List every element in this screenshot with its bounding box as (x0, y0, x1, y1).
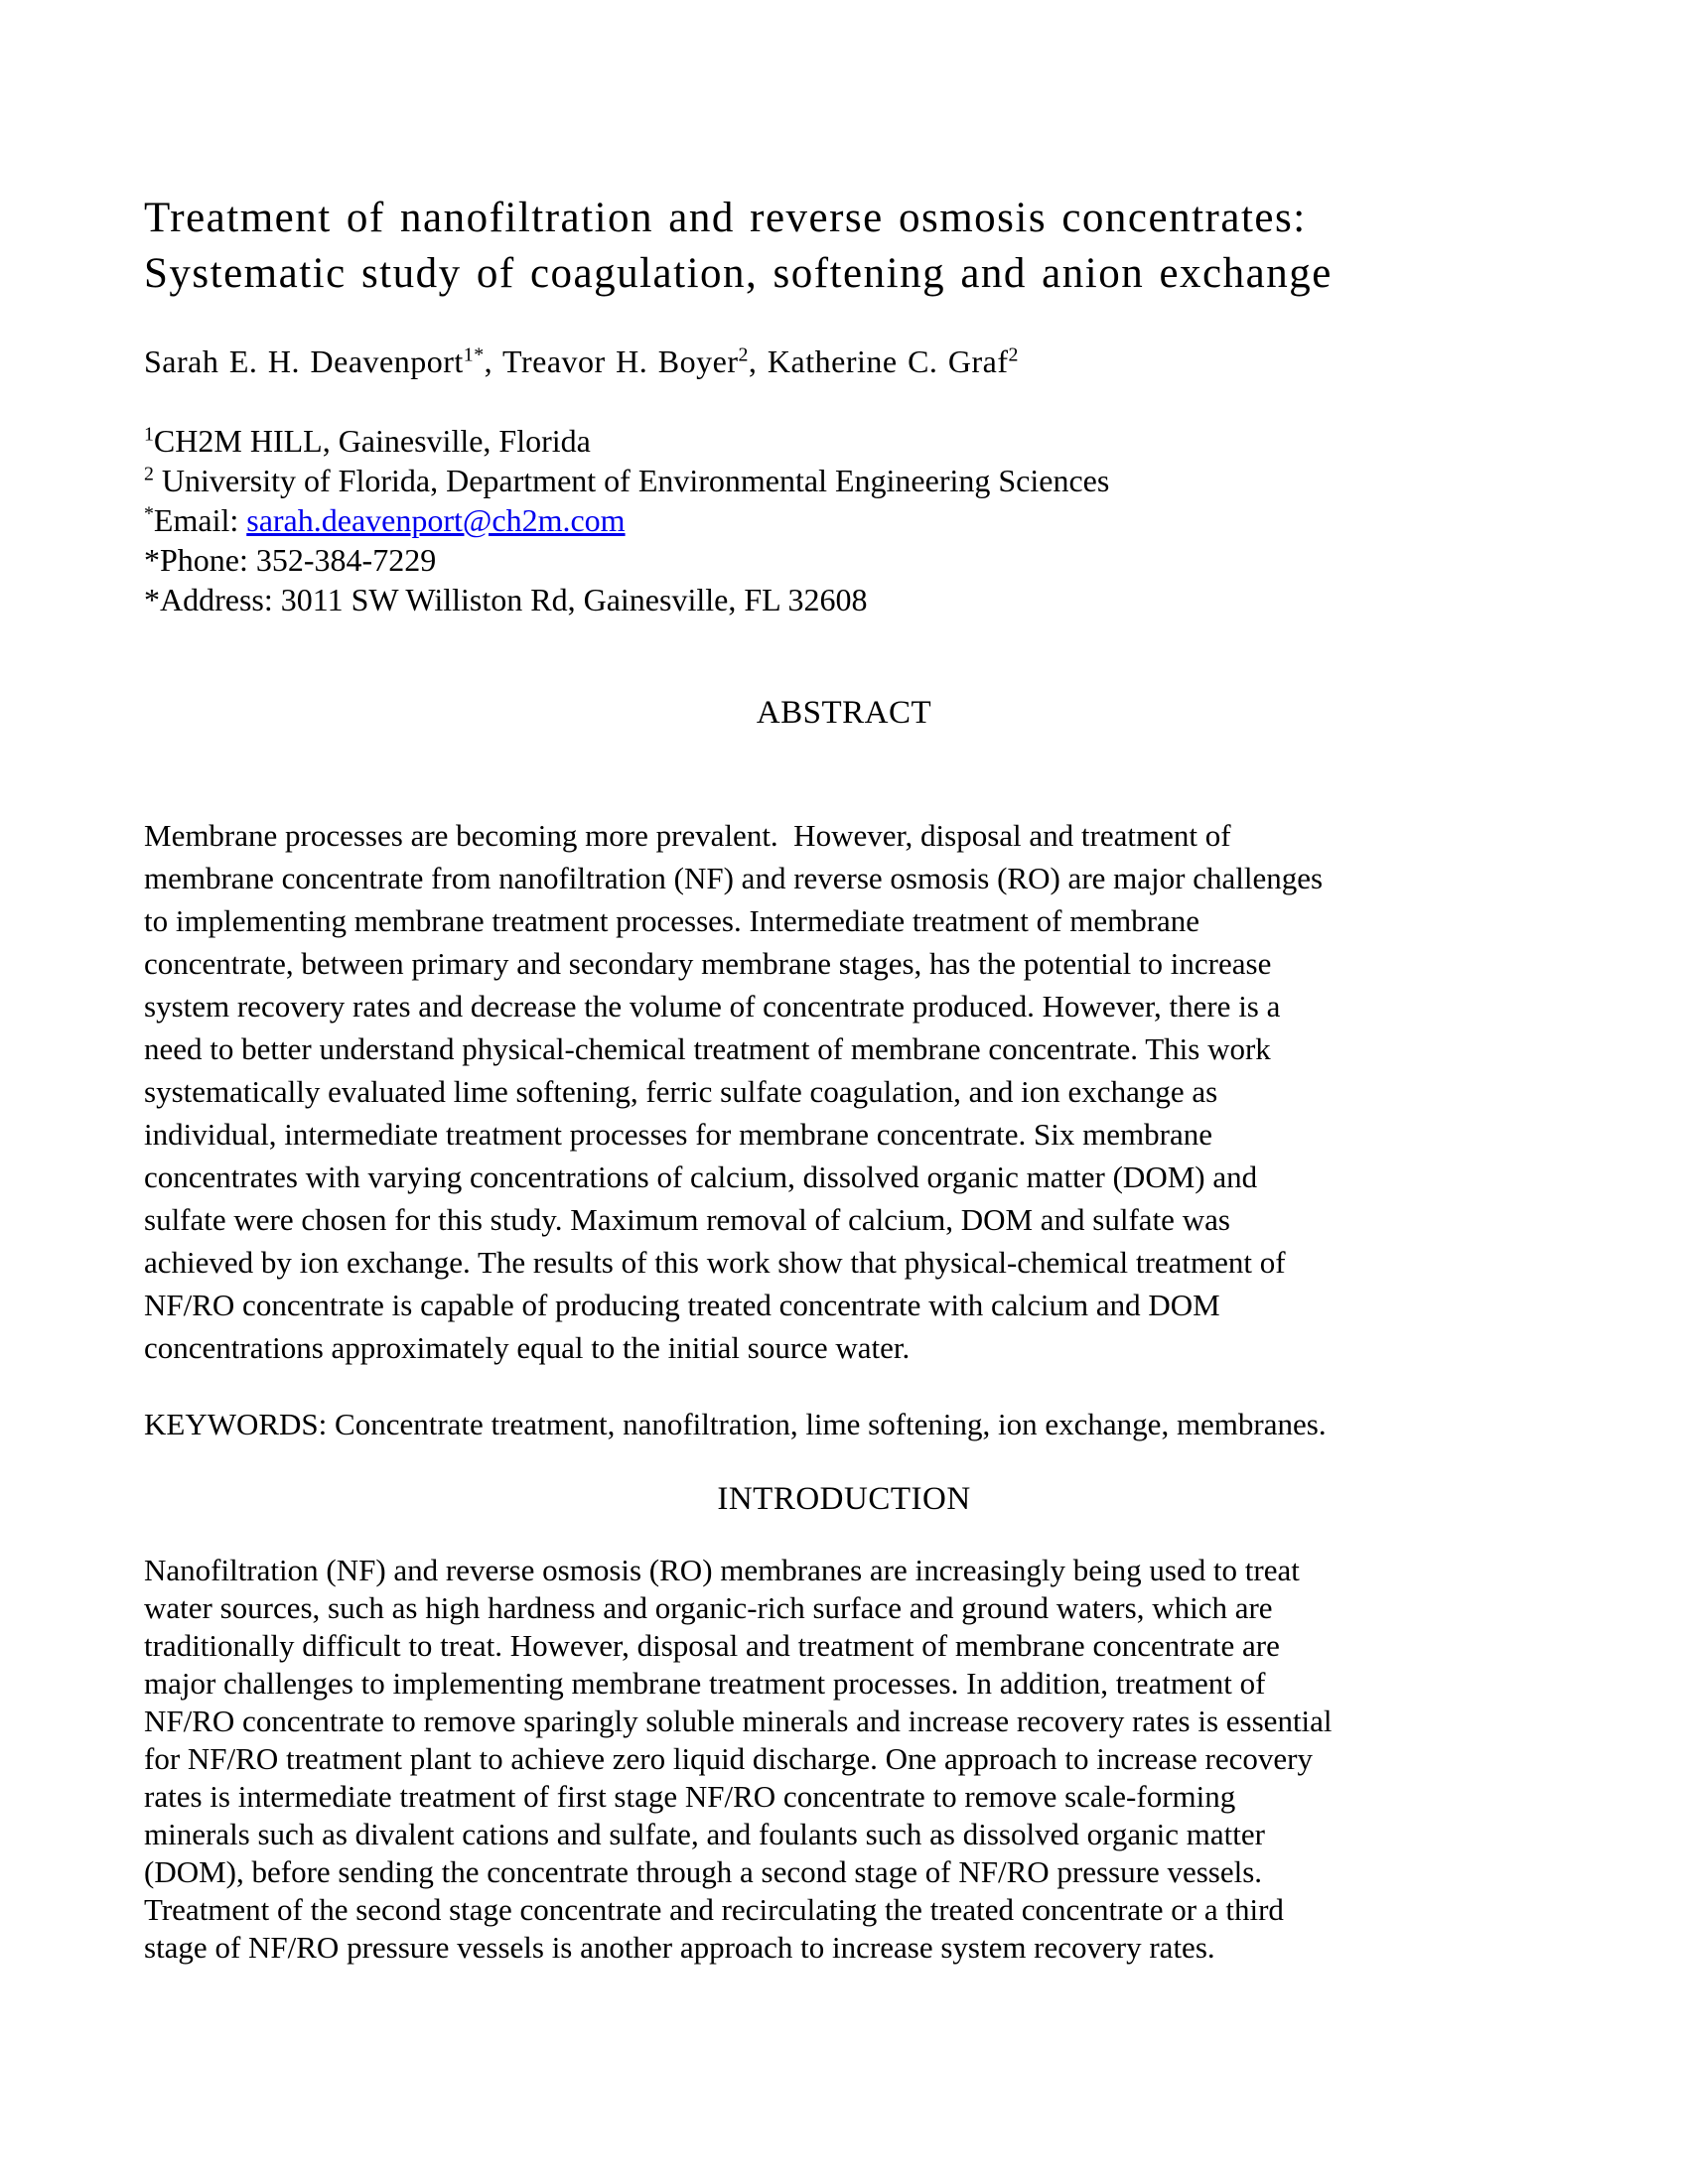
paragraph-line: individual, intermediate treatment processes for membrane concentrate. Six membrane (144, 1117, 1212, 1152)
affiliations (144, 421, 1109, 619)
author-name: Katherine C. Graf (767, 343, 1009, 379)
affiliation-superscript: * (144, 502, 154, 525)
paragraph-line: need to better understand physical-chemical treatment of membrane concentrate. This work (144, 1031, 1271, 1066)
paragraph-line: concentrations approximately equal to the initial source water. (144, 1330, 911, 1365)
paragraph-line: Treatment of the second stage concentrate and recirculating the treated concentrate or a third (144, 1892, 1284, 1927)
paragraph-line: Nanofiltration (NF) and reverse osmosis (RO) membranes are increasingly being used to treat (144, 1553, 1300, 1587)
affiliation-line: *Phone: 352-384-7229 (144, 542, 437, 578)
paragraph-line: for NF/RO treatment plant to achieve zero liquid discharge. One approach to increase recovery (144, 1741, 1313, 1776)
paragraph-line: membrane concentrate from nanofiltration (NF) and reverse osmosis (RO) are major challenges (144, 861, 1324, 895)
introduction-heading: INTRODUCTION (717, 1481, 971, 1517)
paragraph-line: concentrate, between primary and secondary membrane stages, has the potential to increase (144, 946, 1272, 981)
paragraph-line: (DOM), before sending the concentrate through a second stage of NF/RO pressure vessels. (144, 1854, 1263, 1889)
affiliation-line: *Address: 3011 SW Williston Rd, Gainesville, FL 32608 (144, 582, 868, 617)
paragraph-line: system recovery rates and decrease the volume of concentrate produced. However, there is a (144, 989, 1281, 1024)
author-name: Treavor H. Boyer (502, 343, 739, 379)
paragraph-line: to implementing membrane treatment processes. Intermediate treatment of membrane (144, 903, 1200, 938)
paragraph-line: minerals such as divalent cations and sulfate, and foulants such as dissolved organic matter (144, 1817, 1265, 1851)
abstract-heading: ABSTRACT (756, 695, 932, 731)
affiliation-superscript: 1 (144, 423, 154, 446)
paragraph-line: rates is intermediate treatment of first stage NF/RO concentrate to remove scale-forming (144, 1779, 1236, 1814)
paragraph-line: stage of NF/RO pressure vessels is another approach to increase system recovery rates. (144, 1930, 1215, 1965)
paragraph-line: NF/RO concentrate to remove sparingly soluble minerals and increase recovery rates is essential (144, 1704, 1333, 1738)
affiliation-line: $^2$ University of Florida, Department of Environmental Engineering Sciences (144, 463, 1110, 498)
introduction-paragraph (144, 1552, 1333, 1967)
paragraph-line: Treatment of nanofiltration and reverse osmosis concentrates: (144, 195, 1307, 241)
affiliation-line: $^1$CH2M HILL, Gainesville, Florida (144, 423, 591, 459)
paragraph-line: major challenges to implementing membrane treatment processes. In addition, treatment of (144, 1666, 1266, 1701)
author-superscript: 2 (738, 343, 749, 366)
paper-title (144, 191, 1333, 302)
author-line: Sarah E. H. Deavenport$^{1*}$, Treavor H. Boyer$^2$, Katherine C. Graf$^2$ (144, 343, 1019, 379)
author-name: Sarah E. H. Deavenport (144, 343, 464, 379)
paragraph-line: sulfate were chosen for this study. Maximum removal of calcium, DOM and sulfate was (144, 1202, 1230, 1237)
email-link[interactable]: sarah.deavenport@ch2m.com (246, 502, 626, 538)
affiliation-line: *Email: sarah.deavenport@ch2m.com (144, 502, 626, 538)
paragraph-line: concentrates with varying concentrations of calcium, dissolved organic matter (DOM) and (144, 1160, 1258, 1194)
paragraph-line: Systematic study of coagulation, softening and anion exchange (144, 250, 1333, 297)
keywords-line: KEYWORDS: Concentrate treatment, nanofiltration, lime softening, ion exchange, membranes. (144, 1407, 1327, 1441)
paragraph-line: water sources, such as high hardness and organic-rich surface and ground waters, which are (144, 1590, 1273, 1625)
affiliation-superscript: 2 (144, 463, 154, 485)
paragraph-line: Membrane processes are becoming more prevalent. However, disposal and treatment of (144, 818, 1231, 853)
paragraph-line: traditionally difficult to treat. However, disposal and treatment of membrane concentrate are (144, 1628, 1280, 1663)
author-superscript: 1* (463, 343, 485, 366)
abstract-paragraph (144, 814, 1323, 1369)
paragraph-line: NF/RO concentrate is capable of producing treated concentrate with calcium and DOM (144, 1288, 1220, 1322)
paragraph-line: achieved by ion exchange. The results of this work show that physical-chemical treatment of (144, 1245, 1286, 1280)
author-superscript: 2 (1008, 343, 1019, 366)
paragraph-line: systematically evaluated lime softening, ferric sulfate coagulation, and ion exchange as (144, 1074, 1218, 1109)
